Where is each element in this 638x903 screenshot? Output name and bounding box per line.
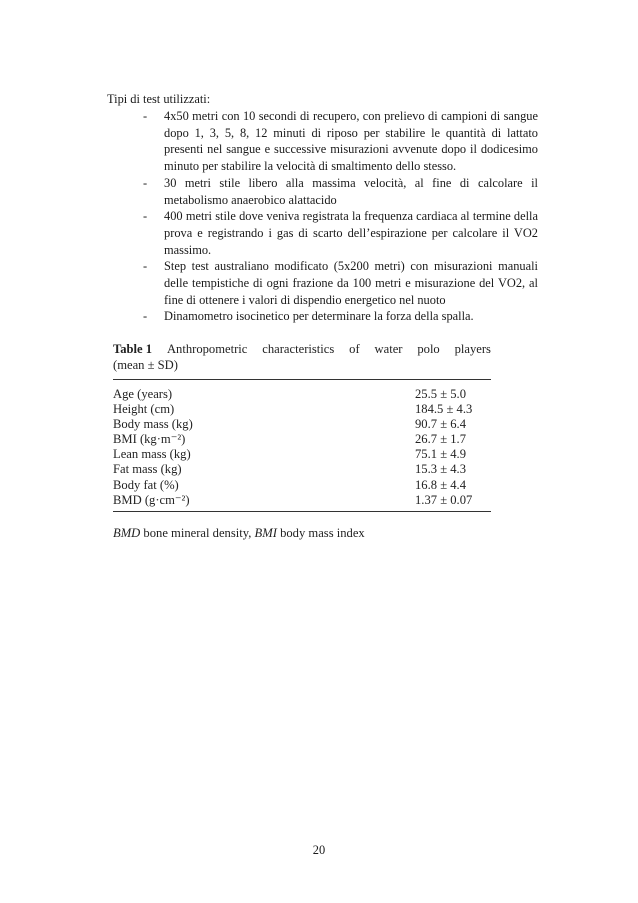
list-item bbox=[143, 208, 538, 258]
table-bottom-rule bbox=[113, 511, 491, 512]
table-row: BMD (g·cm⁻²) 1.37 ± 0.07 bbox=[113, 492, 473, 507]
table-row: Body mass (kg) 90.7 ± 6.4 bbox=[113, 417, 466, 432]
table-caption-label: Table 1 bbox=[113, 342, 153, 356]
table-row: Body fat (%) 16.8 ± 4.4 bbox=[113, 477, 466, 492]
intro-text: Tipi di test utilizzati: bbox=[107, 92, 211, 106]
list-item bbox=[143, 258, 538, 308]
list-item bbox=[143, 308, 538, 325]
list-item-text: 30 metri stile libero alla massima velocità, al fine di calcolare il metabolismo anaerobico alattacido bbox=[164, 175, 538, 207]
table-caption-line2: (mean ± SD) bbox=[113, 358, 178, 372]
table-body bbox=[113, 387, 491, 508]
table-row: Fat mass (kg) 15.3 ± 4.3 bbox=[113, 462, 466, 477]
list-item bbox=[143, 175, 538, 208]
list-marker: - bbox=[143, 259, 148, 274]
list-marker: - bbox=[143, 209, 148, 224]
list-item-text: Step test australiano modificato (5x200 metri) con misurazioni manuali delle tempistiche di ogni frazione da 100 metri e misurazione del VO2, al fine di ottenere i valori di dispendio energetico nel nuoto bbox=[164, 259, 538, 307]
list-marker: - bbox=[143, 109, 148, 123]
table-row: Lean mass (kg) 75.1 ± 4.9 bbox=[113, 447, 466, 462]
test-list bbox=[143, 108, 538, 325]
table-top-rule bbox=[113, 379, 491, 380]
list-item-text: 400 metri stile dove veniva registrata la frequenza cardiaca al termine della prova e registrando i gas di scarto dell’espirazione per calcolare il VO2 massimo. bbox=[164, 209, 538, 257]
anthropometric-table-image bbox=[113, 341, 491, 541]
table-caption: Table 1 Anthropometric characteristics of water polo players (mean ± SD) bbox=[113, 342, 491, 372]
list-item bbox=[143, 108, 538, 175]
list-marker: - bbox=[143, 175, 148, 190]
list-marker: - bbox=[143, 309, 148, 324]
page-number: 20 bbox=[312, 843, 326, 857]
table-footnote: BMD bone mineral density, BMI body mass index bbox=[113, 525, 365, 540]
table-row: BMI (kg·m⁻²) 26.7 ± 1.7 bbox=[113, 432, 466, 447]
list-item-text: 4x50 metri con 10 secondi di recupero, con prelievo di campioni di sangue dopo 1, 3, 5, 8, 12 minuti di riposo per stabilire le quantità di lattato presenti nel sangue e successive misurazioni avvenute dopo il dodicesimo minuto per stabilire la velocità di smaltimento dello stesso. bbox=[164, 109, 538, 174]
table-row: Height (cm) 184.5 ± 4.3 bbox=[113, 402, 473, 417]
list-item-text: Dinamometro isocinetico per determinare la forza della spalla. bbox=[164, 309, 474, 324]
table-row: Age (years) 25.5 ± 5.0 bbox=[113, 387, 466, 401]
